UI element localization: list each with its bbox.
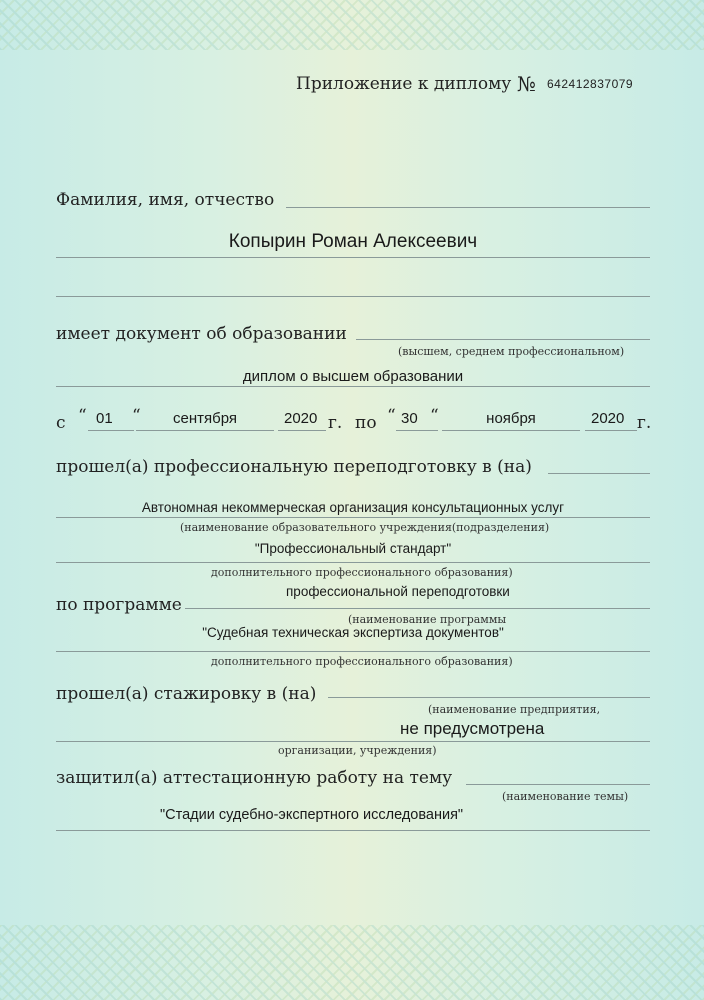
date-from-year-underline (278, 430, 326, 431)
internship-underline (328, 697, 650, 698)
fio-blank-line (56, 296, 650, 297)
retraining-org-line1: Автономная некоммерческая организация консультационных услуг (141, 500, 565, 515)
decorative-border-bottom (0, 925, 704, 1000)
document-number: 642412837079 (547, 77, 634, 91)
date-to-month: ноября (486, 410, 536, 427)
thesis-label: защитил(а) аттестационную работу на тему (56, 768, 453, 788)
number-sign: № (517, 72, 536, 96)
date-from-day: 01 (96, 410, 113, 427)
date-from-year: 2020 (284, 410, 318, 427)
date-to-year-underline (585, 430, 637, 431)
retraining-org-line2: "Профессиональный стандарт" (254, 541, 452, 556)
thesis-caption: (наименование темы) (502, 790, 629, 803)
retraining-org-line1-underline (56, 517, 650, 518)
retraining-org-line2-underline (56, 562, 650, 563)
program-caption1: (наименование программы (348, 613, 507, 626)
fio-underline (286, 207, 650, 208)
internship-label: прошел(а) стажировку в (на) (56, 684, 317, 704)
program-value-line1: профессиональной переподготовки (286, 584, 510, 599)
date-from-prefix: с (56, 413, 66, 433)
date-to-year-suffix: г. (637, 413, 652, 433)
internship-caption2: организации, учреждения) (278, 744, 437, 757)
thesis-value: "Стадии судебно-экспертного исследования" (160, 807, 464, 823)
internship-caption1: (наименование предприятия, (428, 703, 601, 716)
date-to-month-underline (442, 430, 580, 431)
education-label: имеет документ об образовании (56, 324, 347, 344)
date-from-year-suffix: г. (328, 413, 343, 433)
internship-value: не предусмотрена (400, 719, 545, 738)
retraining-caption2: дополнительного профессионального образования) (211, 566, 513, 579)
program-caption2: дополнительного профессионального образования) (211, 655, 513, 668)
date-to-prefix: по (355, 413, 377, 433)
decorative-border-top (0, 0, 704, 50)
fio-label: Фамилия, имя, отчество (56, 190, 275, 210)
date-to-day: 30 (401, 410, 418, 427)
program-value-line2-underline (56, 651, 650, 652)
retraining-caption1: (наименование образовательного учреждения(подразделения) (180, 521, 550, 534)
education-caption: (высшем, среднем профессиональном) (398, 345, 625, 358)
fio-value-underline (56, 257, 650, 258)
date-from-month-underline (136, 430, 274, 431)
thesis-underline (466, 784, 650, 785)
date-to-open-quote: “ (387, 406, 396, 426)
internship-value-underline (56, 741, 650, 742)
date-to-year: 2020 (591, 410, 625, 427)
retraining-label: прошел(а) профессиональную переподготовку в (на) (56, 457, 532, 477)
date-from-month: сентября (172, 410, 237, 427)
date-from-close-quote: “ (132, 406, 141, 426)
education-value: диплом о высшем образовании (242, 368, 464, 385)
date-to-day-underline (396, 430, 438, 431)
program-label: по программе (56, 595, 182, 615)
retraining-underline (548, 473, 650, 474)
date-from-day-underline (88, 430, 134, 431)
education-value-underline (56, 386, 650, 387)
thesis-value-underline (56, 830, 650, 831)
program-value-line1-underline (185, 608, 650, 609)
fio-value: Копырин Роман Алексеевич (228, 231, 478, 252)
education-underline (356, 339, 650, 340)
date-from-open-quote: “ (78, 406, 87, 426)
document-title: Приложение к диплому (296, 74, 512, 94)
program-value-line2: "Судебная техническая экспертиза документов" (202, 625, 504, 640)
date-to-close-quote: “ (430, 406, 439, 426)
